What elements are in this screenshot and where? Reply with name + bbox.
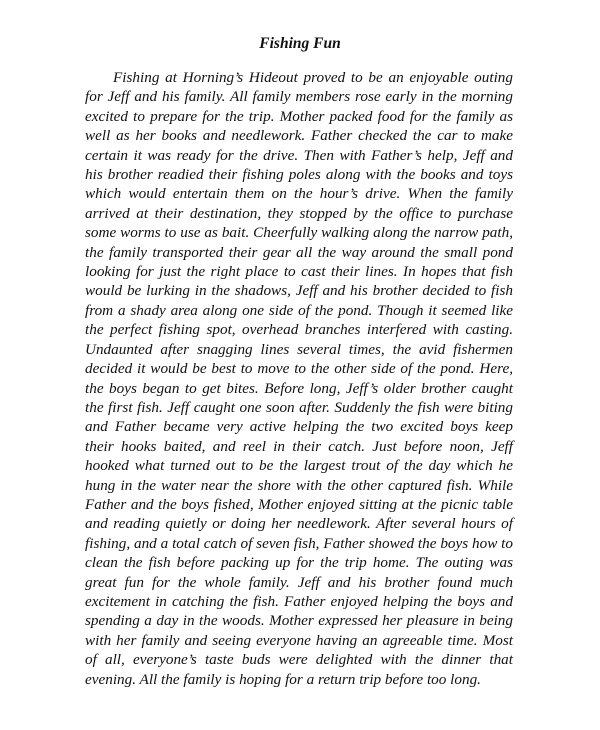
document-title: Fishing Fun — [259, 35, 341, 52]
story-paragraph: Fishing at Horning’s Hideout proved to be an enjoyable outing for Jeff and his family. All family members rose early in the morning excited to prepare for the trip. Mother packed food for the family as well as her books and needlework. Father checked the car to make certain it was ready for the drive. Then with Father’s help, Jeff and his brother readied their fishing poles along with the books and toys which would entertain them on the hour’s drive. When the family arrived at their destination, they stopped by the office to purchase some worms to use as bait. Cheerfully walking along the narrow path, the family transported their gear all the way around the small pond looking for just the right place to cast their lines. In hopes that fish would be lurking in the shadows, Jeff and his brother decided to fish from a shady area along one side of the pond. Though it seemed like the perfect fishing spot, overhead branches interfered with casting. Undaunted after snagging lines several times, the avid fishermen decided it would be best to move to the other side of the pond. Here, the boys began to get bites. Before long, Jeff’s older brother caught the first fish. Jeff caught one soon after. Suddenly the fish were biting and Father became very active helping the two excited boys keep their hooks baited, and reel in their catch. Just before noon, Jeff hooked what turned out to be the largest trout of the day which he hung in the water near the shore with the other captured fish. While Father and the boys fished, Mother enjoyed sitting at the picnic table and reading quietly or doing her needlework. After several hours of fishing, and a total catch of seven fish, Father showed the boys how to clean the fish before packing up for the trip home. The outing was great fun for the whole family. Jeff and his brother found much excitement in catching the fish. Father enjoyed helping the boys and spending a day in the woods. Mother expressed her pleasure in being with her family and seeing everyone having an agreeable time. Most of all, everyone’s taste buds were delighted with the dinner that evening. All the family is hoping for a return trip before too long. — [85, 69, 513, 688]
